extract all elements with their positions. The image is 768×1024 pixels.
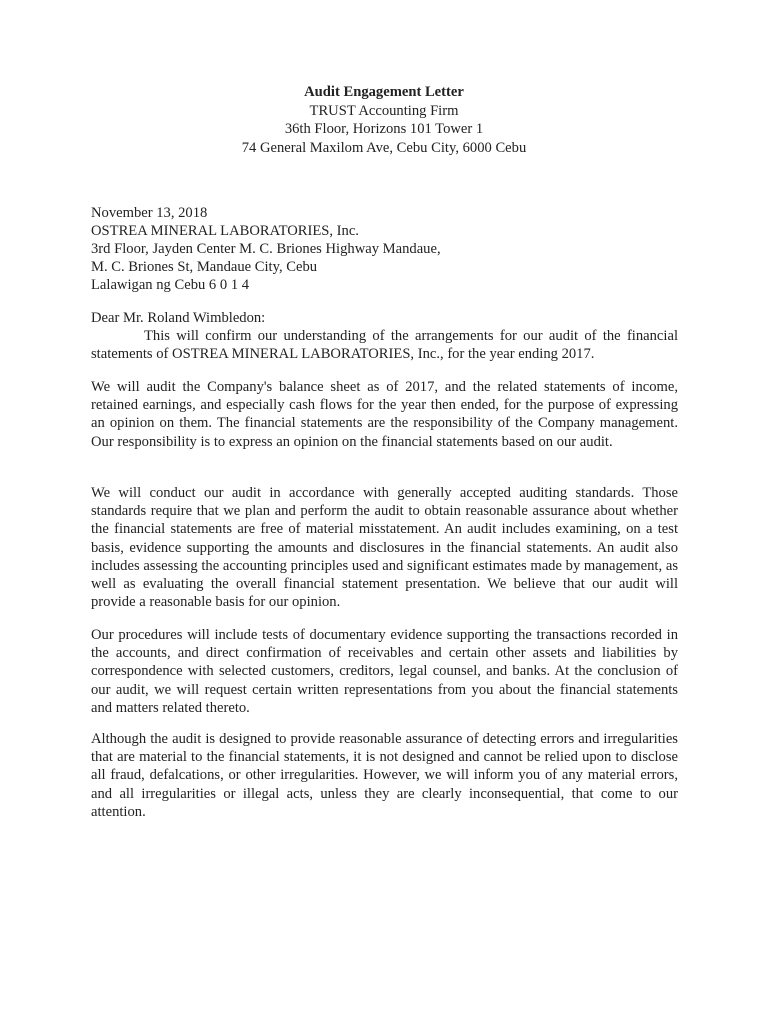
paragraph-audit-scope: We will audit the Company's balance sheet as of 2017, and the related statements of income, retained earnings, and especially cash flows for the year then ended, for the purpose of expressing an opinion on them. The financial statements are the responsibility of the Company management. Our responsibility is to express an opinion on the financial statements based on our audit. [91,379,678,450]
recipient-address-line-2: M. C. Briones St, Mandaue City, Cebu [91,259,318,275]
recipient-address-line-3: Lalawigan ng Cebu 6 0 1 4 [91,277,250,293]
intro-paragraph: This will confirm our understanding of the arrangements for our audit of the financial statements of OSTREA MINERAL LABORATORIES, Inc., for the year ending 2017. [91,328,678,363]
recipient-address-line-1: 3rd Floor, Jayden Center M. C. Briones Highway Mandaue, [91,241,441,257]
recipient-company: OSTREA MINERAL LABORATORIES, Inc. [91,223,359,239]
firm-address-line-2: 74 General Maxilom Ave, Cebu City, 6000 Cebu [241,139,527,156]
paragraph-assurance-limits: Although the audit is designed to provide reasonable assurance of detecting errors and irregularities that are material to the financial statements, it is not designed and cannot be relied upon to disclose all fraud, defalcations, or other irregularities. However, we will inform you of any material errors, and all irregularities or illegal acts, unless they are clearly inconsequential, that come to our attention. [91,731,678,820]
firm-name: TRUST Accounting Firm [309,102,459,119]
recipient-block [91,204,678,294]
paragraph-audit-standards: We will conduct our audit in accordance with generally accepted auditing standards. Those standards require that we plan and perform the audit to obtain reasonable assurance about whether the financial statements are free of material misstatement. An audit includes examining, on a test basis, evidence supporting the amounts and disclosures in the financial statements. An audit also includes assessing the accounting principles used and significant estimates made by management, as well as evaluating the overall financial statement presentation. We believe that our audit will provide a reasonable basis for our opinion. [91,485,678,611]
paragraph-procedures: Our procedures will include tests of documentary evidence supporting the transactions recorded in the accounts, and direct confirmation of receivables and certain other assets and liabilities by correspondence with selected customers, creditors, legal counsel, and banks. At the conclusion of our audit, we will request certain written representations from you about the financial statements and matters related thereto. [91,627,678,716]
letter-date: November 13, 2018 [91,205,208,221]
salutation: Dear Mr. Roland Wimbledon: [91,310,266,326]
firm-address-line-1: 36th Floor, Horizons 101 Tower 1 [284,121,484,137]
letter-header [0,83,768,157]
letter-title: Audit Engagement Letter [304,84,464,100]
